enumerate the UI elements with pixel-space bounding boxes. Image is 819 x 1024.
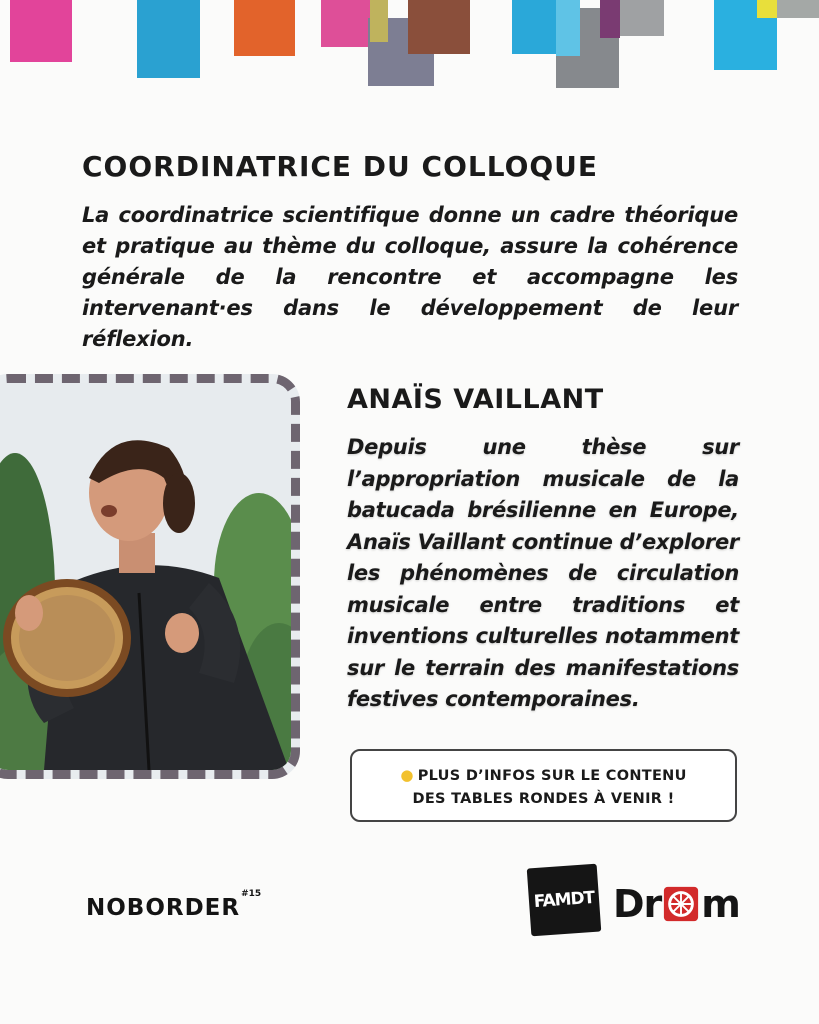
speaker-name: ANAÏS VAILLANT [347, 384, 604, 415]
famdt-logo-text: FAMDT [533, 887, 595, 913]
drom-logo-left: Dr [613, 882, 662, 926]
drom-logo [613, 878, 740, 930]
swatch-cyan-1 [137, 0, 200, 78]
noborder-logo [86, 889, 262, 921]
swatch-grey-4 [777, 0, 819, 18]
speaker-bio: Depuis une thèse sur l’appropriation musicale de la batucada brésilienne en Europe, Anaïs Vaillant continue d’explorer les phénomènes de circulation musicale entre traditions et inventions culturelles notamment sur le terrain des manifestations festives contemporaines. [347, 435, 739, 711]
swatch-sky [556, 0, 580, 56]
swatch-magenta-1 [10, 0, 72, 62]
famdt-logo [527, 864, 602, 937]
lightbulb-icon: ● [400, 766, 414, 784]
info-line-1: ● PLUS D’INFOS SUR LE CONTENU [400, 766, 687, 784]
swatch-grey-3 [620, 0, 664, 36]
swatch-brown [408, 0, 470, 54]
section-title: COORDINATRICE DU COLLOQUE [82, 150, 599, 183]
speaker-photo-frame [0, 374, 300, 779]
noborder-edition: #15 [241, 889, 262, 900]
noborder-logo-text: NOBORDER [86, 895, 241, 921]
info-line-2: DES TABLES RONDES À VENIR ! [412, 791, 675, 807]
swatch-purple [600, 0, 620, 38]
intro-paragraph: La coordinatrice scientifique donne un cadre théorique et pratique au thème du colloque, assure la cohérence générale de la rencontre et accompagne les intervenant·es dans le développement de leur réflexion. [82, 203, 738, 351]
drom-wheel-icon [662, 885, 700, 923]
person-with-tambourine-photo [0, 383, 291, 770]
swatch-yellow [757, 0, 777, 18]
swatch-orange-1 [234, 0, 295, 56]
swatch-magenta-2 [321, 0, 373, 47]
more-info-box [350, 749, 737, 822]
swatch-olive [370, 0, 388, 42]
drom-logo-right: m [701, 882, 740, 926]
